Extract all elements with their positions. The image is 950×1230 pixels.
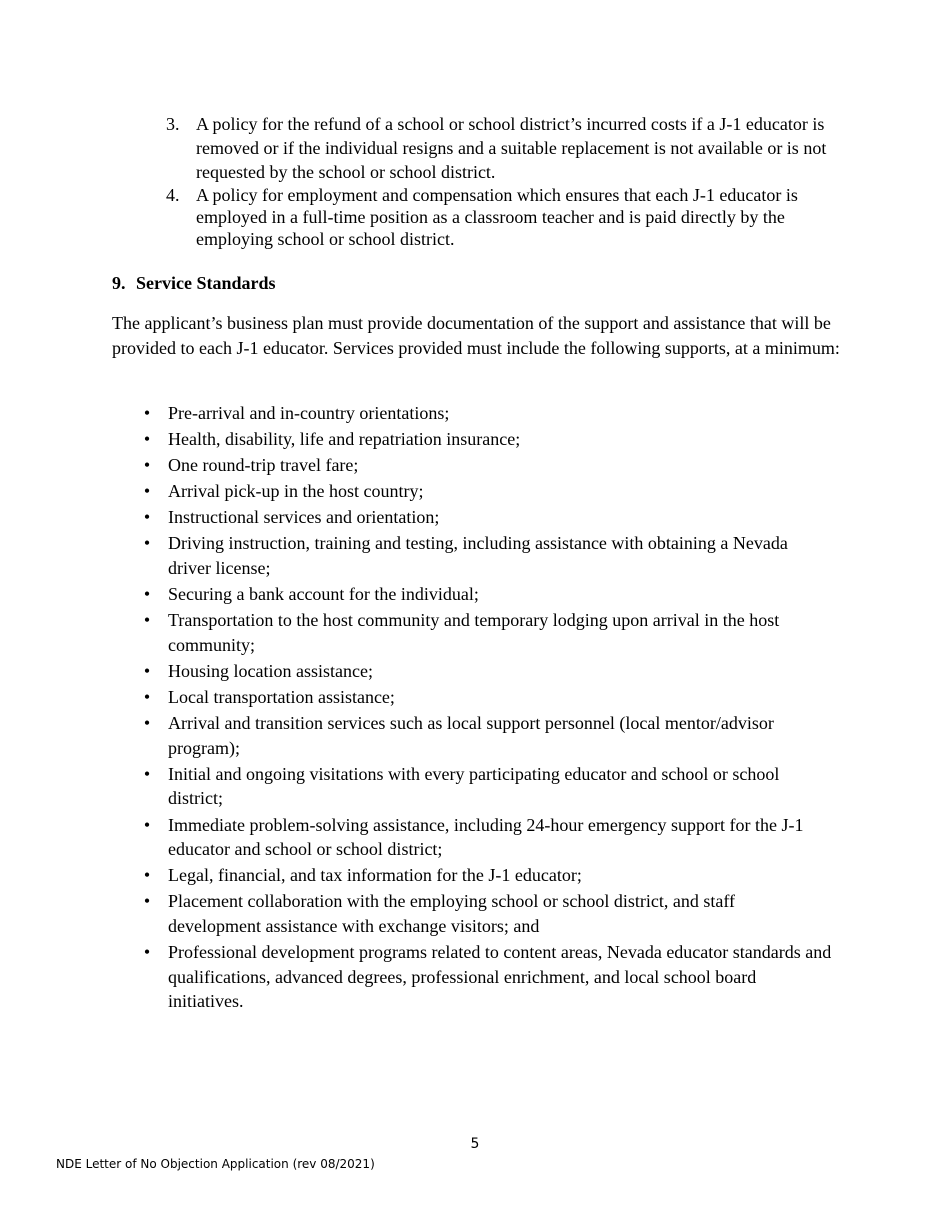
list-item — [142, 762, 832, 811]
list-marker: 4. — [166, 185, 180, 205]
bullet-icon: • — [143, 660, 151, 681]
numbered-item-text: A policy for employment and compensation which ensures that each J-1 educator is employed in a full-time position as a classroom teacher and is paid directly by the employing school or school district. — [196, 185, 798, 249]
numbered-list — [166, 112, 846, 250]
list-item — [142, 711, 832, 760]
list-item-text: Legal, financial, and tax information for the J-1 educator; — [168, 865, 582, 886]
list-item-text: Local transportation assistance; — [168, 687, 395, 708]
bullet-icon: • — [143, 763, 151, 784]
bullet-icon: • — [143, 814, 151, 835]
service-bullet-list — [142, 401, 832, 1015]
bullet-icon: • — [143, 687, 151, 708]
numbered-item-4 — [166, 184, 846, 250]
list-item-text: Securing a bank account for the individual; — [168, 584, 479, 605]
list-item — [142, 889, 832, 938]
list-item-text: Professional development programs related to content areas, Nevada educator standards and qualifications, advanced degrees, professional enrichment, and local school board initiatives. — [168, 941, 832, 1012]
list-item-text: Initial and ongoing visitations with every participating educator and school or school district; — [168, 763, 780, 809]
list-item — [142, 659, 832, 684]
bullet-icon: • — [143, 941, 151, 962]
list-item — [142, 505, 832, 530]
list-item-text: Placement collaboration with the employing school or school district, and staff development assistance with exchange visitors; and — [168, 891, 736, 936]
list-item-text: Pre-arrival and in-country orientations; — [168, 403, 450, 423]
list-item — [142, 453, 832, 478]
section-title: Service Standards — [136, 273, 276, 293]
list-item-text: Housing location assistance; — [168, 660, 373, 681]
page-number: 5 — [470, 1136, 480, 1152]
bullet-icon: • — [143, 713, 151, 734]
list-item — [142, 813, 832, 862]
list-marker: 3. — [166, 114, 180, 134]
list-item — [142, 401, 832, 426]
list-item-text: Arrival pick-up in the host country; — [168, 481, 424, 502]
list-item-text: Immediate problem-solving assistance, including 24-hour emergency support for the J-1 educator and school or school district; — [168, 814, 804, 860]
numbered-item-3 — [166, 112, 846, 184]
bullet-icon: • — [143, 533, 151, 554]
footer-text: NDE Letter of No Objection Application (rev 08/2021) — [56, 1157, 375, 1171]
bullet-icon: • — [143, 891, 151, 912]
bullet-icon: • — [143, 507, 151, 528]
bullet-icon: • — [143, 455, 151, 476]
list-item-text: Driving instruction, training and testing, including assistance with obtaining a Nevada driver license; — [168, 533, 788, 579]
list-item — [142, 479, 832, 504]
list-item-text: Transportation to the host community and temporary lodging upon arrival in the host community; — [168, 610, 780, 655]
list-item-text: Arrival and transition services such as local support personnel (local mentor/advisor program); — [168, 713, 774, 758]
list-item — [142, 863, 832, 888]
list-item — [142, 427, 832, 452]
list-item — [142, 608, 832, 657]
list-item-text: One round-trip travel fare; — [168, 455, 359, 476]
list-item — [142, 582, 832, 607]
list-item — [142, 940, 832, 1014]
section-intro-paragraph: The applicant’s business plan must provide documentation of the support and assistance that will be provided to each J-1 educator. Services provided must include the following supports, at a minimum: — [112, 313, 840, 358]
section-heading — [112, 271, 276, 295]
list-item — [142, 685, 832, 710]
list-item — [142, 531, 832, 580]
bullet-icon: • — [143, 610, 151, 631]
bullet-icon: • — [143, 403, 151, 423]
section-number: 9. — [112, 273, 126, 293]
bullet-icon: • — [143, 481, 151, 502]
list-item-text: Instructional services and orientation; — [168, 507, 440, 528]
bullet-icon: • — [143, 584, 151, 605]
numbered-item-text: A policy for the refund of a school or school district’s incurred costs if a J-1 educator is removed or if the individual resigns and a suitable replacement is not available or is not requested by the school or school district. — [196, 114, 827, 182]
bullet-icon: • — [143, 865, 151, 886]
list-item-text: Health, disability, life and repatriation insurance; — [168, 429, 521, 450]
bullet-icon: • — [143, 429, 151, 450]
